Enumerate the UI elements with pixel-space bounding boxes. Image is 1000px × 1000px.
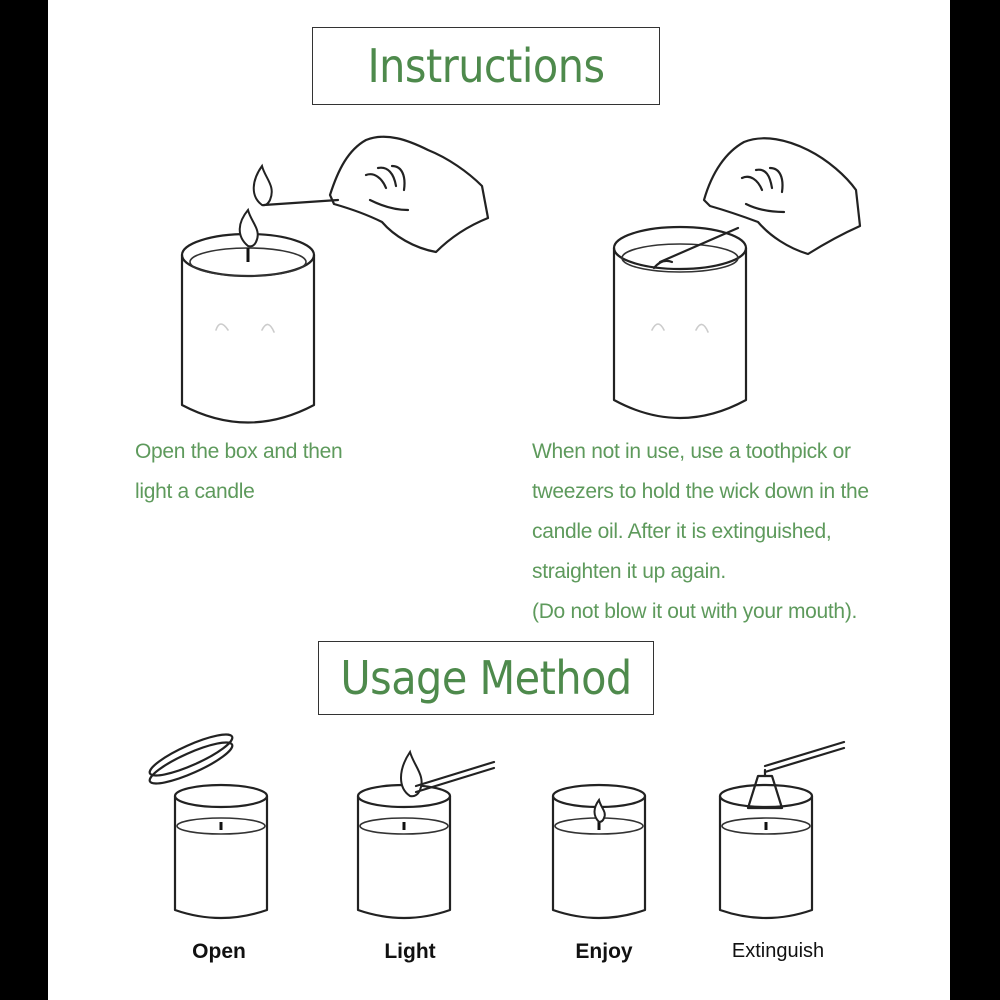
step-light-illustration [358,752,494,918]
step-label-light: Light [384,940,436,963]
caption-line: When not in use, use a toothpick or [532,440,851,463]
caption-line: light a candle [135,480,255,503]
caption-line: tweezers to hold the wick down in the [532,480,869,503]
step-extinguish-illustration [720,742,844,918]
candle-flame-icon [595,800,605,822]
light-candle-caption [135,432,342,512]
caption-line: (Do not blow it out with your mouth). [532,600,858,623]
step-label-open: Open [192,940,246,963]
match-flame-icon [401,752,422,796]
step-enjoy-illustration [553,785,645,918]
usage-method-heading-box [318,641,654,715]
step-label-extinguish: Extinguish [731,940,825,962]
step-label-enjoy: Enjoy [575,940,633,963]
instructions-heading: Instructions [367,39,605,93]
light-candle-illustration [182,137,488,423]
instruction-sheet [48,0,950,1000]
extinguish-caption [532,432,869,632]
usage-method-heading: Usage Method [340,651,632,705]
snuffer-icon [748,776,782,808]
step-open-illustration [146,728,267,918]
caption-line: candle oil. After it is extinguished, [532,520,832,543]
match-flame-icon [254,166,272,205]
extinguish-wick-illustration [614,138,860,418]
candle-flame-icon [240,210,258,246]
hand-icon [330,137,488,252]
caption-line: Open the box and then [135,440,343,463]
caption-line: straighten it up again. [532,560,726,583]
hand-icon [704,138,860,254]
